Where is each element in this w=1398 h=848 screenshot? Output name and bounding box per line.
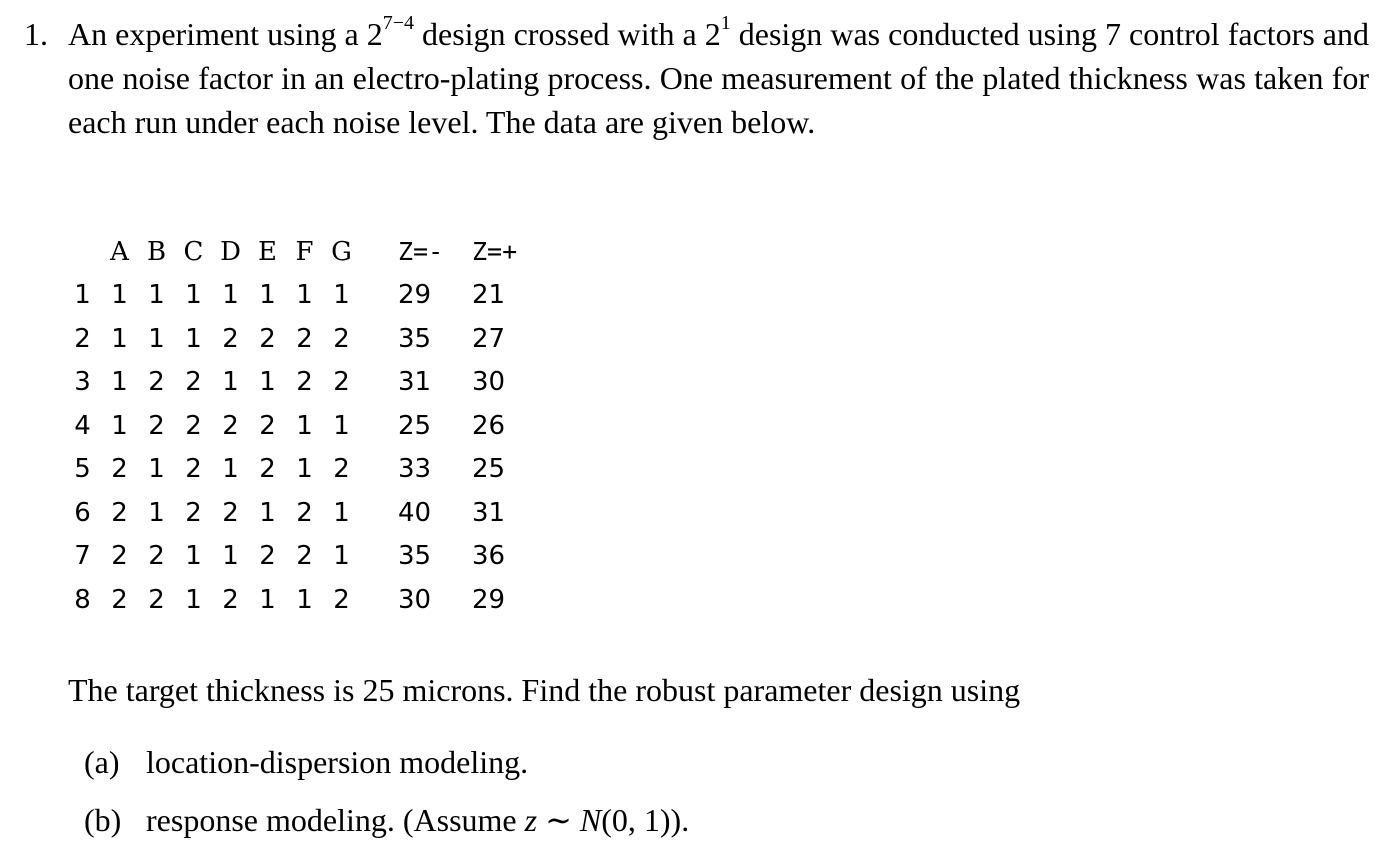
noise-column-header: Z=+ <box>472 237 518 267</box>
table-row <box>64 535 532 579</box>
question-text-mid: design crossed with a 2 <box>413 16 721 52</box>
noise-column-header: Z=- <box>398 237 444 267</box>
factor-level-cell: 1 <box>185 280 202 311</box>
response-cell: 35 <box>398 323 432 354</box>
sim-symbol: ∼ <box>537 802 580 838</box>
response-cell: 29 <box>472 584 506 615</box>
factor-level-cell: 1 <box>296 454 313 485</box>
run-number-cell: 5 <box>74 454 91 485</box>
response-cell: 36 <box>472 541 506 572</box>
factor-level-cell: 1 <box>296 584 313 615</box>
full-factorial-exponent: 1 <box>720 12 731 35</box>
factor-level-cell: 1 <box>296 280 313 311</box>
factor-level-cell: 2 <box>333 367 350 398</box>
factor-level-cell: 2 <box>148 410 165 441</box>
factor-level-cell: 2 <box>222 323 239 354</box>
factor-level-cell: 1 <box>111 367 128 398</box>
table-row <box>64 317 532 361</box>
factor-level-cell: 1 <box>111 280 128 311</box>
factor-level-cell: 1 <box>148 454 165 485</box>
response-cell: 40 <box>398 497 432 528</box>
factor-column-header: C <box>183 236 204 267</box>
factor-level-cell: 2 <box>296 367 313 398</box>
factor-level-cell: 1 <box>333 280 350 311</box>
part-b-label: (b) <box>84 802 122 838</box>
factor-level-cell: 1 <box>259 497 276 528</box>
question-text-post: design was conducted using 7 control factors and one noise factor in an electro-plating process. One measurement of the plated thickness was taken for each run under each noise level. The data are given below. <box>68 16 1370 140</box>
column-gap <box>446 491 472 535</box>
run-number-cell: 6 <box>74 497 91 528</box>
column-gap <box>360 317 398 361</box>
column-gap <box>446 317 472 361</box>
table-row <box>64 448 532 492</box>
column-gap <box>360 578 398 622</box>
run-number-cell: 3 <box>74 367 91 398</box>
run-number-cell: 7 <box>74 541 91 572</box>
column-gap <box>446 535 472 579</box>
column-gap <box>446 404 472 448</box>
factor-level-cell: 2 <box>333 323 350 354</box>
factor-level-cell: 1 <box>148 497 165 528</box>
fraction-exponent: 7−4 <box>382 12 414 35</box>
column-gap <box>446 230 472 274</box>
run-number-cell: 4 <box>74 410 91 441</box>
factor-level-cell: 2 <box>333 584 350 615</box>
factor-level-cell: 1 <box>259 280 276 311</box>
factor-level-cell: 2 <box>185 410 202 441</box>
column-gap <box>446 448 472 492</box>
factor-level-cell: 2 <box>222 584 239 615</box>
response-cell: 30 <box>472 367 506 398</box>
factor-level-cell: 2 <box>185 454 202 485</box>
factor-column-header: A <box>110 236 129 267</box>
response-cell: 31 <box>472 497 506 528</box>
target-statement: The target thickness is 25 microns. Find the robust parameter design using <box>68 672 1021 708</box>
table-row <box>64 578 532 622</box>
factor-level-cell: 2 <box>185 497 202 528</box>
factor-level-cell: 2 <box>333 454 350 485</box>
response-cell: 25 <box>398 410 432 441</box>
run-number-cell: 8 <box>74 584 91 615</box>
part-a-text: location-dispersion modeling. <box>146 744 529 780</box>
factor-level-cell: 2 <box>296 541 313 572</box>
factor-column-header: E <box>258 236 277 267</box>
distribution-n: N <box>579 802 602 838</box>
run-number-cell: 2 <box>74 323 91 354</box>
response-cell: 33 <box>398 454 432 485</box>
factor-level-cell: 2 <box>259 410 276 441</box>
data-table <box>64 230 532 622</box>
factor-level-cell: 1 <box>333 497 350 528</box>
response-cell: 26 <box>472 410 506 441</box>
factor-column-header: F <box>295 236 314 267</box>
run-number-cell: 1 <box>74 280 91 311</box>
response-cell: 29 <box>398 280 432 311</box>
question-text <box>68 12 1369 144</box>
factor-level-cell: 1 <box>111 323 128 354</box>
factor-level-cell: 2 <box>148 541 165 572</box>
part-a-label: (a) <box>84 744 120 780</box>
factor-level-cell: 1 <box>222 541 239 572</box>
column-gap <box>446 274 472 318</box>
factor-level-cell: 1 <box>185 541 202 572</box>
part-b-text-pre: response modeling. (Assume <box>146 802 525 838</box>
factor-column-header: D <box>220 236 241 267</box>
column-gap <box>360 535 398 579</box>
factor-level-cell: 1 <box>111 410 128 441</box>
factor-level-cell: 2 <box>111 584 128 615</box>
question-1 <box>24 12 1369 144</box>
table-row <box>64 274 532 318</box>
factor-level-cell: 2 <box>259 541 276 572</box>
factor-level-cell: 2 <box>296 497 313 528</box>
factor-level-cell: 1 <box>222 454 239 485</box>
factor-level-cell: 1 <box>148 323 165 354</box>
factor-level-cell: 2 <box>259 323 276 354</box>
factor-level-cell: 2 <box>222 497 239 528</box>
part-b <box>84 798 689 842</box>
factor-level-cell: 1 <box>185 323 202 354</box>
response-cell: 35 <box>398 541 432 572</box>
part-a <box>84 740 528 784</box>
factor-level-cell: 1 <box>333 410 350 441</box>
factor-level-cell: 2 <box>111 454 128 485</box>
response-cell: 27 <box>472 323 506 354</box>
factor-level-cell: 1 <box>148 280 165 311</box>
factor-level-cell: 1 <box>259 584 276 615</box>
question-number: 1. <box>24 16 48 52</box>
factor-level-cell: 1 <box>333 541 350 572</box>
factor-level-cell: 2 <box>185 367 202 398</box>
table-header-row <box>64 230 532 274</box>
factor-level-cell: 1 <box>296 410 313 441</box>
column-gap <box>360 361 398 405</box>
response-cell: 31 <box>398 367 432 398</box>
column-gap <box>360 491 398 535</box>
factor-level-cell: 2 <box>259 454 276 485</box>
table-row <box>64 361 532 405</box>
factor-level-cell: 1 <box>222 280 239 311</box>
factor-level-cell: 1 <box>259 367 276 398</box>
factor-level-cell: 2 <box>111 497 128 528</box>
table-row <box>64 491 532 535</box>
response-cell: 21 <box>472 280 506 311</box>
run-header <box>64 230 101 274</box>
factor-level-cell: 1 <box>222 367 239 398</box>
factor-level-cell: 2 <box>111 541 128 572</box>
factor-level-cell: 2 <box>296 323 313 354</box>
table-row <box>64 404 532 448</box>
column-gap <box>360 230 398 274</box>
part-b-text-post: (0, 1)). <box>601 802 690 838</box>
factor-level-cell: 1 <box>185 584 202 615</box>
response-cell: 30 <box>398 584 432 615</box>
column-gap <box>360 448 398 492</box>
question-text-pre: An experiment using a 2 <box>68 16 383 52</box>
response-cell: 25 <box>472 454 506 485</box>
column-gap <box>360 274 398 318</box>
factor-column-header: B <box>146 236 167 267</box>
column-gap <box>446 578 472 622</box>
column-gap <box>360 404 398 448</box>
factor-level-cell: 2 <box>222 410 239 441</box>
variable-z: z <box>524 802 538 838</box>
factor-level-cell: 2 <box>148 584 165 615</box>
column-gap <box>446 361 472 405</box>
factor-level-cell: 2 <box>148 367 165 398</box>
factor-column-header: G <box>331 236 352 267</box>
